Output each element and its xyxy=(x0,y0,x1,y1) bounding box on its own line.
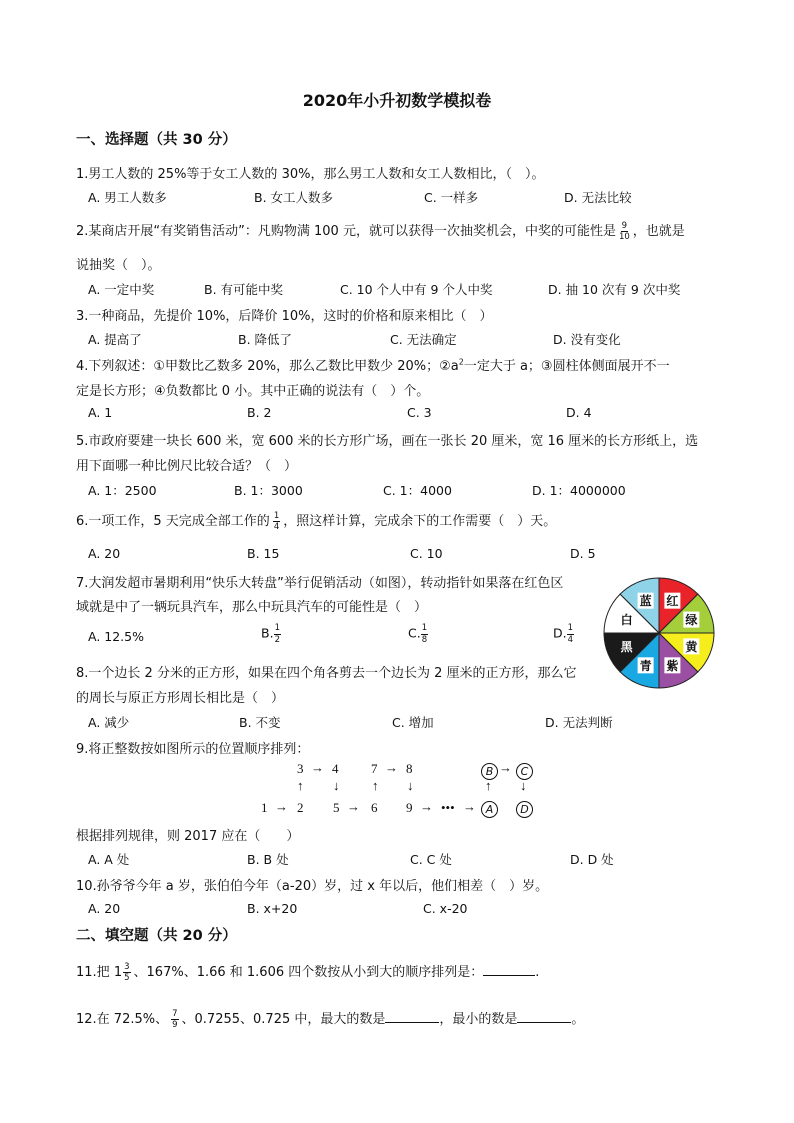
arrow-right-icon: → xyxy=(499,760,512,775)
wheel-sector-label: 紫 xyxy=(666,658,679,673)
wheel-sector-label: 绿 xyxy=(685,613,698,628)
q11-fraction xyxy=(123,963,130,983)
question-11 xyxy=(76,961,539,983)
q2-option-c: C. 10 个人中有 9 个人中奖 xyxy=(340,282,493,297)
q10-option-c: C. x-20 xyxy=(423,901,468,916)
seq-top-4: 4 xyxy=(332,761,339,776)
wheel-sector-label: 青 xyxy=(639,658,652,673)
q7-d-denominator: 4 xyxy=(567,634,574,645)
q12-frac-denominator: 9 xyxy=(172,1020,178,1030)
q11-text-b: 、167%、1.66 和 1.606 四个数按从小到大的顺序排列是： xyxy=(133,965,484,980)
q6-text-a: 6.一项工作，5 天完成全部工作的 xyxy=(76,514,270,529)
q11-end: . xyxy=(535,965,540,980)
seq-circle-c: C xyxy=(516,763,533,780)
q12-min-blank[interactable] xyxy=(517,1010,571,1023)
question-8: 8.一个边长 2 分米的正方形，如果在四个角各剪去一个边长为 2 厘米的正方形，那么它 xyxy=(76,666,577,681)
question-5: 5.市政府要建一块长 600 米，宽 600 米的长方形广场，画在一张长 20 厘米，宽 16 厘米的长方形纸上，选 xyxy=(76,434,699,449)
question-5-cont: 用下面哪一种比例尺比较合适？（ ） xyxy=(76,459,298,474)
arrow-right-icon: → xyxy=(463,799,476,814)
question-4-cont: 定是长方形；④负数都比 0 小。其中正确的说法有（ ）个。 xyxy=(76,384,430,399)
q8-option-c: C. 增加 xyxy=(392,715,434,730)
q10-option-a: A. 20 xyxy=(88,901,121,916)
q5-option-c: C. 1：4000 xyxy=(383,483,452,498)
seq-top-8: 8 xyxy=(406,761,413,776)
q8-option-d: D. 无法判断 xyxy=(545,715,613,730)
q7-b-denominator: 2 xyxy=(274,634,280,645)
q1-option-d: D. 无法比较 xyxy=(564,190,632,205)
question-6 xyxy=(76,510,556,532)
q6-text-b: ，照这样计算，完成余下的工作需要（ ）天。 xyxy=(283,514,557,529)
wheel-sector-label: 蓝 xyxy=(639,594,652,609)
q1-option-b: B. 女工人数多 xyxy=(254,190,334,205)
arrow-right-icon: → xyxy=(275,799,288,814)
q6-option-a: A. 20 xyxy=(88,546,121,561)
q11-answer-blank[interactable] xyxy=(483,963,535,976)
arrow-right-icon: → xyxy=(385,760,398,775)
question-8-cont: 的周长与原正方形周长相比是（ ） xyxy=(76,691,285,706)
arrow-up-icon: ↑ xyxy=(372,778,379,793)
arrow-down-icon: ↓ xyxy=(407,778,414,793)
q7-option-d xyxy=(553,624,577,644)
arrow-down-icon: ↓ xyxy=(520,778,527,793)
q7-option-a: A. 12.5% xyxy=(88,629,144,644)
q12-text-c: ，最小的数是 xyxy=(439,1012,518,1027)
arrow-down-icon: ↓ xyxy=(333,778,340,793)
arrow-up-icon: ↑ xyxy=(297,778,304,793)
q7-option-b-label: B. xyxy=(261,625,274,641)
seq-bottom-6: 6 xyxy=(371,800,378,815)
question-2-cont: 说抽奖（ ）。 xyxy=(76,258,161,273)
q6-option-c: C. 10 xyxy=(410,546,443,561)
q7-option-d-fraction xyxy=(567,624,574,644)
arrow-right-icon: → xyxy=(311,760,324,775)
q7-d-numerator: 1 xyxy=(567,623,574,633)
seq-ellipsis: ••• xyxy=(441,800,455,815)
q2-frac-numerator: 9 xyxy=(621,220,628,231)
q6-option-d: D. 5 xyxy=(570,546,596,561)
q4-option-c: C. 3 xyxy=(407,405,432,420)
q7-option-c-label: C. xyxy=(408,625,421,641)
q7-c-denominator: 8 xyxy=(421,634,428,645)
arrow-right-icon: → xyxy=(420,799,433,814)
q10-option-b: B. x+20 xyxy=(247,901,298,916)
section-heading-fill: 二、填空题（共 20 分） xyxy=(76,928,237,944)
seq-bottom-2: 2 xyxy=(297,800,304,815)
q4-option-d: D. 4 xyxy=(566,405,592,420)
q3-option-a: A. 提高了 xyxy=(88,332,142,347)
seq-circle-a: A xyxy=(481,801,498,818)
q5-option-a: A. 1：2500 xyxy=(88,483,157,498)
q7-c-numerator: 1 xyxy=(421,623,428,633)
q1-option-a: A. 男工人数多 xyxy=(88,190,167,205)
q2-frac-denominator: 10 xyxy=(618,232,630,242)
q12-max-blank[interactable] xyxy=(385,1010,439,1023)
question-9: 9.将正整数按如图所示的位置顺序排列： xyxy=(76,742,310,757)
seq-top-7: 7 xyxy=(371,761,378,776)
q9-option-d: D. D 处 xyxy=(570,852,614,867)
q1-option-c: C. 一样多 xyxy=(424,190,479,205)
q2-option-a: A. 一定中奖 xyxy=(88,282,155,297)
q4-superscript: 2 xyxy=(458,357,464,367)
q4-text-b: 一定大于 a；③圆柱体侧面展开不一 xyxy=(463,359,670,374)
wheel-sector-label: 黑 xyxy=(620,639,633,654)
q12-text-a: 12.在 72.5%、 xyxy=(76,1012,169,1027)
q6-fraction xyxy=(273,512,280,532)
question-4 xyxy=(76,355,670,374)
q7-b-numerator: 1 xyxy=(274,623,280,633)
q7-option-b xyxy=(261,624,284,644)
section-heading-choice: 一、选择题（共 30 分） xyxy=(76,132,237,148)
prize-wheel xyxy=(602,576,716,690)
q9-option-c: C. C 处 xyxy=(410,852,452,867)
q4-option-a: A. 1 xyxy=(88,405,113,420)
seq-circle-b: B xyxy=(481,763,498,780)
arrow-up-icon: ↑ xyxy=(485,778,492,793)
q2-text-b: ，也就是 xyxy=(632,224,685,239)
q11-frac-denominator: 5 xyxy=(124,973,130,983)
question-1: 1.男工人数的 25%等于女工人数的 30%，那么男工人数和女工人数相比，（ ）。 xyxy=(76,167,545,182)
q6-option-b: B. 15 xyxy=(247,546,280,561)
q9-option-a: A. A 处 xyxy=(88,852,130,867)
arrow-right-icon: → xyxy=(347,799,360,814)
q2-option-b: B. 有可能中奖 xyxy=(204,282,284,297)
q11-frac-numerator: 3 xyxy=(124,961,130,972)
q6-frac-numerator: 1 xyxy=(273,510,280,521)
seq-circle-d: D xyxy=(516,801,533,818)
seq-bottom-1: 1 xyxy=(261,800,268,815)
question-7-cont: 域就是中了一辆玩具汽车，那么中玩具汽车的可能性是（ ） xyxy=(76,600,428,615)
q4-text-a: 4.下列叙述：①甲数比乙数多 20%，那么乙数比甲数少 20%；②a xyxy=(76,359,459,374)
q7-option-c xyxy=(408,624,431,644)
wheel-sector-label: 红 xyxy=(666,594,679,609)
q2-option-d: D. 抽 10 次有 9 次中奖 xyxy=(548,282,681,297)
q6-frac-denominator: 4 xyxy=(273,522,280,532)
q11-mixed-number xyxy=(114,963,134,983)
question-9-cont: 根据排列规律，则 2017 应在（ ） xyxy=(76,829,300,844)
wheel-sectors xyxy=(604,578,714,688)
q2-fraction xyxy=(619,222,630,242)
seq-bottom-5: 5 xyxy=(333,800,340,815)
q12-text-b: 、0.7255、0.725 中，最大的数是 xyxy=(181,1012,386,1027)
q8-option-a: A. 减少 xyxy=(88,715,130,730)
q2-text-a: 2.某商店开展“有奖销售活动”：凡购物满 100 元，就可以获得一次抽奖机会，中奖的可能性是 xyxy=(76,224,616,239)
q11-whole: 1 xyxy=(113,965,123,980)
q7-option-c-fraction xyxy=(421,624,428,644)
q5-option-d: D. 1：4000000 xyxy=(532,483,626,498)
q3-option-d: D. 没有变化 xyxy=(553,332,621,347)
q3-option-b: B. 降低了 xyxy=(238,332,293,347)
q9-option-b: B. B 处 xyxy=(247,852,289,867)
question-10: 10.孙爷爷今年 a 岁，张伯伯今年（a-20）岁，过 x 年以后，他们相差（ ）岁。 xyxy=(76,879,549,894)
q12-frac-numerator: 7 xyxy=(172,1008,178,1019)
seq-top-3: 3 xyxy=(297,761,304,776)
q7-option-d-label: D. xyxy=(553,625,567,641)
q7-option-b-fraction xyxy=(274,624,281,644)
question-12 xyxy=(76,1008,584,1030)
question-7: 7.大润发超市暑期利用“快乐大转盘”举行促销活动（如图），转动指针如果落在红色区 xyxy=(76,576,564,591)
wheel-sector-label: 黄 xyxy=(685,639,698,654)
q11-text-a: 11.把 xyxy=(76,965,110,980)
wheel-sector-label: 白 xyxy=(620,613,633,628)
q4-option-b: B. 2 xyxy=(247,405,272,420)
q5-option-b: B. 1：3000 xyxy=(234,483,303,498)
q8-option-b: B. 不变 xyxy=(239,715,281,730)
question-3: 3.一种商品，先提价 10%，后降价 10%，这时的价格和原来相比（ ） xyxy=(76,309,493,324)
page-title: 2020年小升初数学模拟卷 xyxy=(302,91,492,110)
q12-fraction xyxy=(171,1010,178,1030)
q12-end: 。 xyxy=(571,1012,585,1027)
q3-option-c: C. 无法确定 xyxy=(390,332,457,347)
seq-bottom-9: 9 xyxy=(406,800,413,815)
question-2 xyxy=(76,220,685,242)
